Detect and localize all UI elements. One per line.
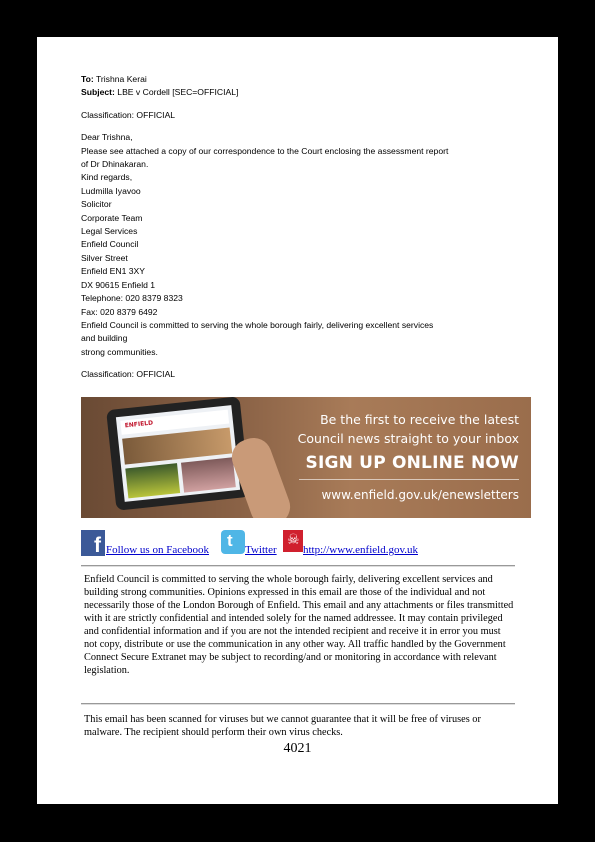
signature-line: Solicitor (81, 199, 112, 210)
subject-label: Subject: (81, 87, 115, 98)
newsletter-banner[interactable] (81, 397, 531, 518)
greeting: Dear Trishna, (81, 132, 133, 143)
divider (81, 565, 515, 567)
signature-line: Fax: 020 8379 6492 (81, 306, 158, 317)
body-line: Please see attached a copy of our correspondence to the Court enclosing the assessment report (81, 145, 449, 156)
banner-url: www.enfield.gov.uk/enewsletters (321, 488, 519, 502)
twitter-icon[interactable]: t (221, 530, 245, 554)
signature-line: Telephone: 020 8379 8323 (81, 293, 183, 304)
classification-bottom: Classification: OFFICIAL (81, 369, 176, 380)
signature-line: Enfield EN1 3XY (81, 266, 146, 277)
banner-line: Be the first to receive the latest (320, 412, 519, 427)
email-body (81, 73, 521, 382)
screen-photo (181, 457, 236, 492)
facebook-link[interactable]: Follow us on Facebook (106, 544, 209, 556)
enfield-logo: ENFIELD (124, 419, 154, 430)
commitment-line: Enfield Council is committed to serving the whole borough fairly, delivering excellent services (81, 319, 434, 330)
hand-image (227, 433, 295, 518)
subject-value: LBE v Cordell [SEC=OFFICIAL] (117, 87, 239, 98)
tablet-image (106, 397, 250, 511)
signature-line: Ludmilla Iyavoo (81, 185, 141, 196)
banner-divider (299, 479, 519, 480)
signature-line: Silver Street (81, 252, 128, 263)
classification-top: Classification: OFFICIAL (81, 109, 176, 120)
signature-line: Legal Services (81, 226, 138, 237)
signature-line: Enfield Council (81, 239, 139, 250)
divider (81, 703, 515, 705)
banner-cta: SIGN UP ONLINE NOW (305, 453, 519, 473)
signature-line: DX 90615 Enfield 1 (81, 279, 156, 290)
to-value: Trishna Kerai (95, 74, 147, 84)
website-link[interactable]: http://www.enfield.gov.uk (303, 544, 418, 556)
tablet-screen (116, 405, 240, 502)
to-label: To: (81, 74, 94, 84)
facebook-icon[interactable]: f (81, 530, 105, 556)
disclaimer: Enfield Council is committed to serving the whole borough fairly, delivering excellent services and building strong communities. Opinions expressed in this email are those of the individual and not necessarily those of the London Borough of Enfield. This email and any attachments or files transmitted with it are strictly confidential and intended solely for the named addressee. It may contain privileged and confidential information and if you are not the intended recipient and receive it in error you must not copy, distribute or use the communication in any other way. All traffic handled by the Government Connect Secure Extranet may be subject to recording/and or monitoring in accordance with relevant legislation. (84, 574, 514, 676)
page-number: 4021 (283, 741, 312, 756)
enfield-crest-icon[interactable]: ☠ (283, 530, 303, 552)
document-page (37, 37, 558, 804)
subject-line (81, 86, 521, 99)
commitment-line: strong communities. (81, 346, 158, 357)
virus-notice: This email has been scanned for viruses but we cannot guarantee that it will be free of viruses or malware. The recipient should perform their own virus checks. (84, 714, 481, 738)
commitment-line: and building (81, 333, 128, 344)
signature-line: Corporate Team (81, 212, 143, 223)
banner-line: Council news straight to your inbox (297, 431, 519, 446)
screen-photo (125, 463, 180, 498)
to-line (81, 73, 521, 86)
signature-line: Kind regards, (81, 172, 133, 183)
body-line: of Dr Dhinakaran. (81, 159, 149, 170)
twitter-link[interactable]: Twitter (245, 544, 277, 556)
